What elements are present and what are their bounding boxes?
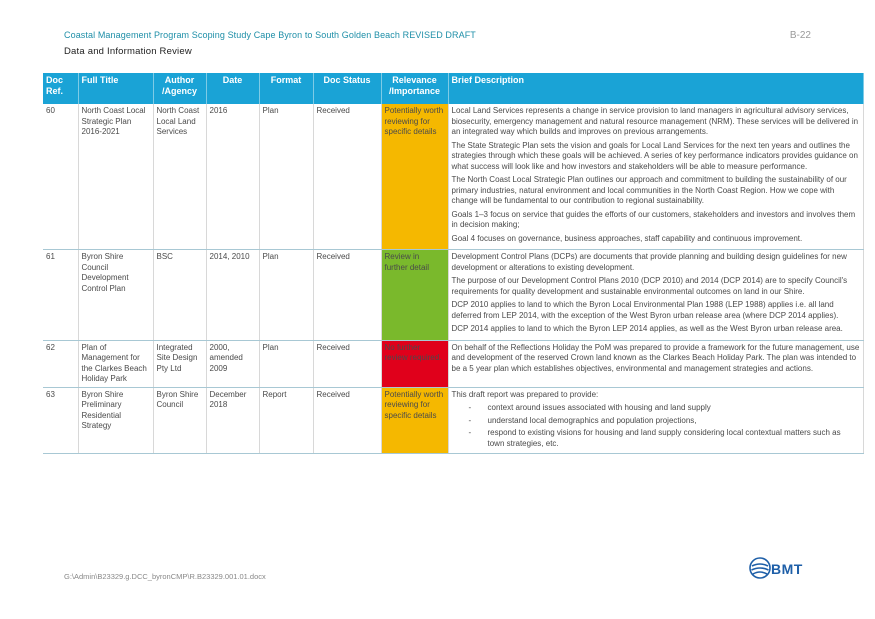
col-header-date: Date: [206, 73, 259, 104]
cell-doc-ref: 60: [43, 104, 78, 250]
cell-full-title: Plan of Management for the Clarkes Beach Holiday Park: [78, 340, 153, 387]
cell-brief-description: [448, 340, 863, 387]
cell-brief-description: [448, 104, 863, 250]
cell-format: Report: [259, 387, 313, 454]
cell-date: 2016: [206, 104, 259, 250]
description-paragraph: On behalf of the Reflections Holiday the PoM was prepared to provide a framework for the future management, use and development of the reserved Crown land known as the Clarkes Beach Holiday Park. The plan was intended to be a 5 year plan which establishes objectives, environmental and management strategies and actions.: [451, 342, 860, 373]
footer-file-path: G:\Admin\B23329.g.DCC_byronCMP\R.B23329.001.01.docx: [64, 572, 266, 581]
description-bullet-list: [452, 403, 860, 449]
col-header-author: Author /Agency: [153, 73, 206, 104]
cell-date: December 2018: [206, 387, 259, 454]
cell-full-title: Byron Shire Preliminary Residential Strategy: [78, 387, 153, 454]
col-header-relevance: Relevance /Importance: [381, 73, 448, 104]
logo-text: BMT: [771, 561, 803, 577]
cell-relevance: No further review required.: [381, 340, 448, 387]
description-paragraph: Goals 1–3 focus on service that guides the efforts of our customers, stakeholders and investors and involves them in decision making;: [451, 209, 856, 229]
cell-author: Byron Shire Council: [153, 387, 206, 454]
cell-author: Integrated Site Design Pty Ltd: [153, 340, 206, 387]
cell-format: Plan: [259, 250, 313, 341]
bmt-logo: [749, 555, 809, 583]
description-paragraph: Local Land Services represents a change in service provision to land managers in agricultural advisory services, biosecurity, emergency management and natural resource management (NRM). These services will be delivered in an integrated way which builds and improves on previous arrangements.: [451, 106, 859, 136]
cell-format: Plan: [259, 340, 313, 387]
table-row: [43, 250, 863, 341]
cell-doc-ref: 61: [43, 250, 78, 341]
description-paragraph: This draft report was prepared to provide:: [451, 389, 599, 399]
cell-doc-status: Received: [313, 250, 381, 341]
cell-doc-ref: 63: [43, 387, 78, 454]
bmt-globe-icon: [749, 557, 771, 579]
cell-doc-status: Received: [313, 104, 381, 250]
description-paragraph: DCP 2010 applies to land to which the Byron Local Environmental Plan 1988 (LEP 1988) applies i.e. all land deferred from LEP 2014, with the exception of the West Byron urban release area (where DCP 2014 applies).: [451, 300, 839, 320]
cell-format: Plan: [259, 104, 313, 250]
description-bullet: - context around issues associated with housing and land supply: [452, 403, 860, 414]
cell-full-title: Byron Shire Council Development Control Plan: [78, 250, 153, 341]
cell-relevance: Potentially worth reviewing for specific details: [381, 104, 448, 250]
col-header-doc-ref: Doc Ref.: [43, 73, 78, 104]
cell-date: 2000, amended 2009: [206, 340, 259, 387]
cell-relevance: Review in further detail: [381, 250, 448, 341]
table-row: [43, 104, 863, 250]
table-header-row: [43, 73, 863, 104]
cell-brief-description: [448, 387, 863, 454]
col-header-format: Format: [259, 73, 313, 104]
data-review-table: [43, 73, 864, 454]
cell-author: BSC: [153, 250, 206, 341]
col-header-full-title: Full Title: [78, 73, 153, 104]
col-header-brief-description: Brief Description: [448, 73, 863, 104]
description-paragraph: The purpose of our Development Control Plans 2010 (DCP 2010) and 2014 (DCP 2014) are to specify Council's requirements for quality development and sustainable environmental outcomes on land in our Shire.: [451, 276, 848, 296]
cell-doc-ref: 62: [43, 340, 78, 387]
col-header-doc-status: Doc Status: [313, 73, 381, 104]
description-paragraph: DCP 2014 applies to land to which the Byron LEP 2014 applies, as well as the West Byron urban release area.: [451, 324, 843, 333]
cell-doc-status: Received: [313, 387, 381, 454]
description-bullet: - respond to existing visions for housing and land supply considering local contextual matters such as town strategies, etc.: [452, 428, 860, 449]
cell-doc-status: Received: [313, 340, 381, 387]
description-paragraph: The North Coast Local Strategic Plan outlines our approach and commitment to building the sustainability of our primary industries, natural environment and local communities in the North Coast Region. How we cope with change will be fundamental to our contribution to regional sustainability.: [451, 175, 847, 205]
description-paragraph: The State Strategic Plan sets the vision and goals for Local Land Services for the next ten years and outlines the strategies through which these goals will be achieved. A series of key performance indicators provides guidance on what success will look like and how investors and stakeholders will be able to measure performance.: [451, 140, 858, 171]
cell-full-title: North Coast Local Strategic Plan 2016-2021: [78, 104, 153, 250]
cell-date: 2014, 2010: [206, 250, 259, 341]
table-row: [43, 340, 863, 387]
document-header-title: Coastal Management Program Scoping Study Cape Byron to South Golden Beach REVISED DRAFT: [64, 30, 476, 40]
description-bullet: - understand local demographics and population projections,: [452, 416, 860, 427]
page-number: B-22: [789, 30, 811, 41]
cell-author: North Coast Local Land Services: [153, 104, 206, 250]
table-row: [43, 387, 863, 454]
cell-brief-description: [448, 250, 863, 341]
description-paragraph: Development Control Plans (DCPs) are documents that provide planning and building design guidelines for new development or alterations to existing development.: [451, 252, 847, 272]
section-subtitle: Data and Information Review: [64, 46, 192, 57]
cell-relevance: Potentially worth reviewing for specific details: [381, 387, 448, 454]
description-paragraph: Goal 4 focuses on governance, business approaches, staff capability and continuous improvement.: [451, 233, 803, 243]
